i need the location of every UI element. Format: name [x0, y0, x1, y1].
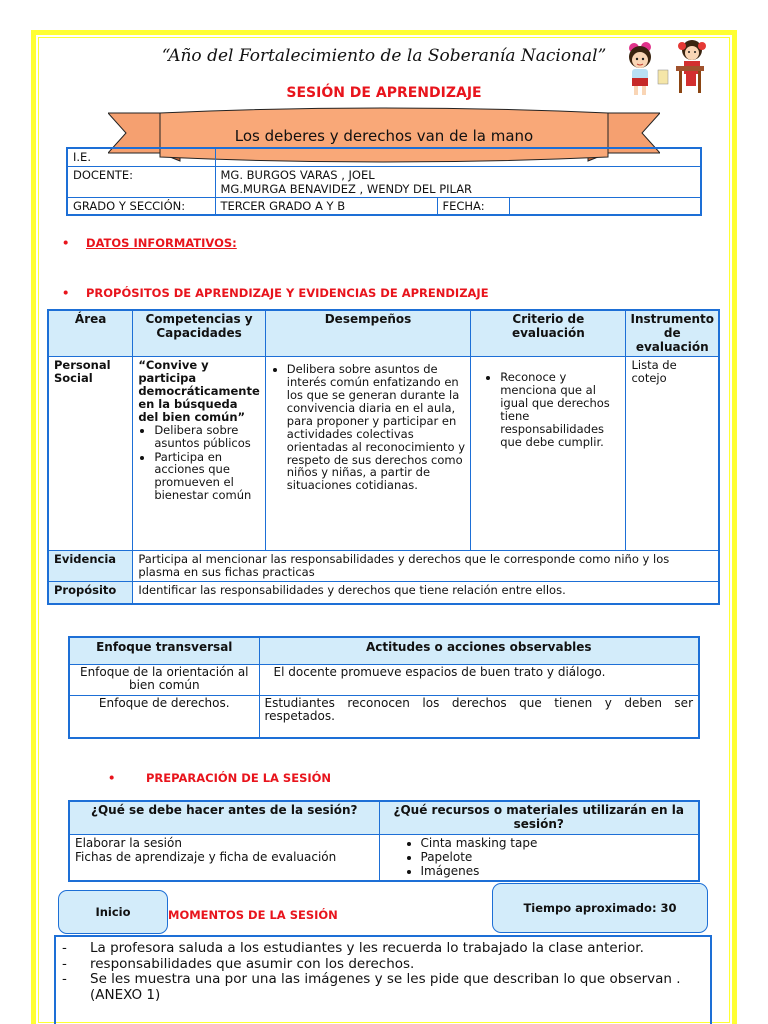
ie-label: I.E. — [67, 148, 215, 166]
ie-value — [215, 148, 701, 166]
inicio-content — [54, 935, 712, 1024]
tiempo-badge: Tiempo aproximado: 30 — [492, 883, 708, 933]
header-criterio: Criterio de evaluación — [471, 310, 626, 357]
preparacion-label: PREPARACIÓN DE LA SESIÓN — [146, 771, 332, 785]
grado-value: TERCER GRADO A Y B — [215, 197, 437, 215]
session-title: SESIÓN DE APRENDIZAJE — [286, 85, 482, 101]
docente-name-2: MG.MURGA BENAVIDEZ , WENDY DEL PILAR — [220, 181, 473, 196]
propositos-label: PROPÓSITOS DE APRENDIZAJE Y EVIDENCIAS DE APRENDIZAJE — [86, 286, 489, 300]
fecha-value — [509, 197, 701, 215]
inicio-item-text: responsabilidades que asumir con los derechos. — [90, 955, 415, 972]
list-item: - La profesora saluda a los estudiantes y les recuerda lo trabajado la clase anterior. — [62, 940, 644, 956]
competencias-cell — [133, 357, 265, 551]
enfoque-table — [68, 636, 700, 739]
inicio-item-text: Se les muestra una por una las imágenes y se les pide que describan lo que observan . (ANEXO 1) — [90, 971, 681, 1003]
list-item: - Se les muestra una por una las imágenes y se les pide que describan lo que observan . (ANEXO 1) — [62, 972, 704, 1003]
actitud-row-1: El docente promueve espacios de buen trato y diálogo. — [259, 664, 699, 695]
header-desempenos: Desempeños — [265, 310, 470, 357]
list-item: • Imágenes — [421, 864, 694, 878]
grado-label: GRADO Y SECCIÓN: — [67, 197, 215, 215]
area-cell: Personal Social — [48, 357, 133, 551]
antes-header: ¿Qué se debe hacer antes de la sesión? — [69, 801, 379, 834]
list-item: • Delibera sobre asuntos públicos — [154, 424, 259, 450]
purpose-table — [47, 309, 720, 605]
proposito-label: Propósito — [48, 582, 133, 604]
propositos-heading: • PROPÓSITOS DE APRENDIZAJE Y EVIDENCIAS DE APRENDIZAJE — [62, 286, 489, 300]
preparacion-heading: • PREPARACIÓN DE LA SESIÓN — [108, 771, 332, 785]
actitudes-header: Actitudes o acciones observables — [259, 637, 699, 664]
list-item: • Papelote — [421, 850, 694, 864]
antes-cell — [69, 834, 379, 881]
year-title: “Año del Fortalecimiento de la Soberanía Nacional” — [161, 46, 607, 66]
datos-informativos-label: DATOS INFORMATIVOS: — [86, 236, 237, 250]
inicio-tab: Inicio — [58, 890, 168, 934]
children-illustration — [622, 40, 714, 98]
header-competencias: Competencias y Capacidades — [133, 310, 265, 357]
datos-informativos-heading: • DATOS INFORMATIVOS: — [62, 236, 237, 250]
recursos-cell — [379, 834, 699, 881]
competencia-text: “Convive y participa democráticamente en la búsqueda del bien común” — [138, 358, 260, 424]
enfoque-row-2: Enfoque de derechos. — [69, 695, 259, 738]
inicio-item-text: La profesora saluda a los estudiantes y les recuerda lo trabajado la clase anterior. — [90, 940, 644, 956]
header-instrumento: Instrumento de evaluación — [626, 310, 719, 357]
list-item: Elaborar la sesión — [75, 835, 182, 850]
recursos-header: ¿Qué recursos o materiales utilizarán en la sesión? — [379, 801, 699, 834]
docente-label: DOCENTE: — [67, 166, 215, 197]
criterio-cell — [471, 357, 626, 551]
list-item: - responsabilidades que asumir con los derechos. — [62, 955, 415, 972]
list-item: • Participa en acciones que promueven el bienestar común — [154, 451, 259, 503]
list-item: • Cinta masking tape — [421, 836, 694, 850]
list-item: Fichas de aprendizaje y ficha de evaluación — [75, 849, 337, 864]
actitud-row-2: Estudiantes reconocen los derechos que tienen y deben ser respetados. — [259, 695, 699, 738]
evidencia-text: Participa al mencionar las responsabilidades y derechos que le corresponde como niño y los plasma en sus fichas practicas — [133, 551, 719, 582]
ribbon-title: Los deberes y derechos van de la mano — [234, 127, 534, 145]
enfoque-row-1: Enfoque de la orientación al bien común — [69, 664, 259, 695]
info-table — [66, 147, 702, 216]
desempenos-cell — [265, 357, 470, 551]
desempeno-text: • Delibera sobre asuntos de interés común enfatizando en los que se generan durante la convivencia diaria en el aula, para proponer y participar en actividades colectivas orientadas al reconocimiento y respeto de sus derechos como niños y niñas, a partir de situaciones cotidianas. — [287, 363, 465, 492]
enfoque-header: Enfoque transversal — [69, 637, 259, 664]
docente-value — [215, 166, 701, 197]
proposito-text: Identificar las responsabilidades y derechos que tiene relación entre ellos. — [133, 582, 719, 604]
docente-name-1: MG. BURGOS VARAS , JOEL — [220, 167, 375, 182]
prep-table — [68, 800, 700, 882]
capacidades-list — [154, 424, 259, 502]
instrumento-cell: Lista de cotejo — [626, 357, 719, 551]
criterio-text: • Reconoce y menciona que al igual que derechos tiene responsabilidades que debe cumplir. — [500, 371, 620, 448]
header-area: Área — [48, 310, 133, 357]
evidencia-label: Evidencia — [48, 551, 133, 582]
momentos-heading: MOMENTOS DE LA SESIÓN — [168, 908, 338, 922]
fecha-label: FECHA: — [437, 197, 509, 215]
